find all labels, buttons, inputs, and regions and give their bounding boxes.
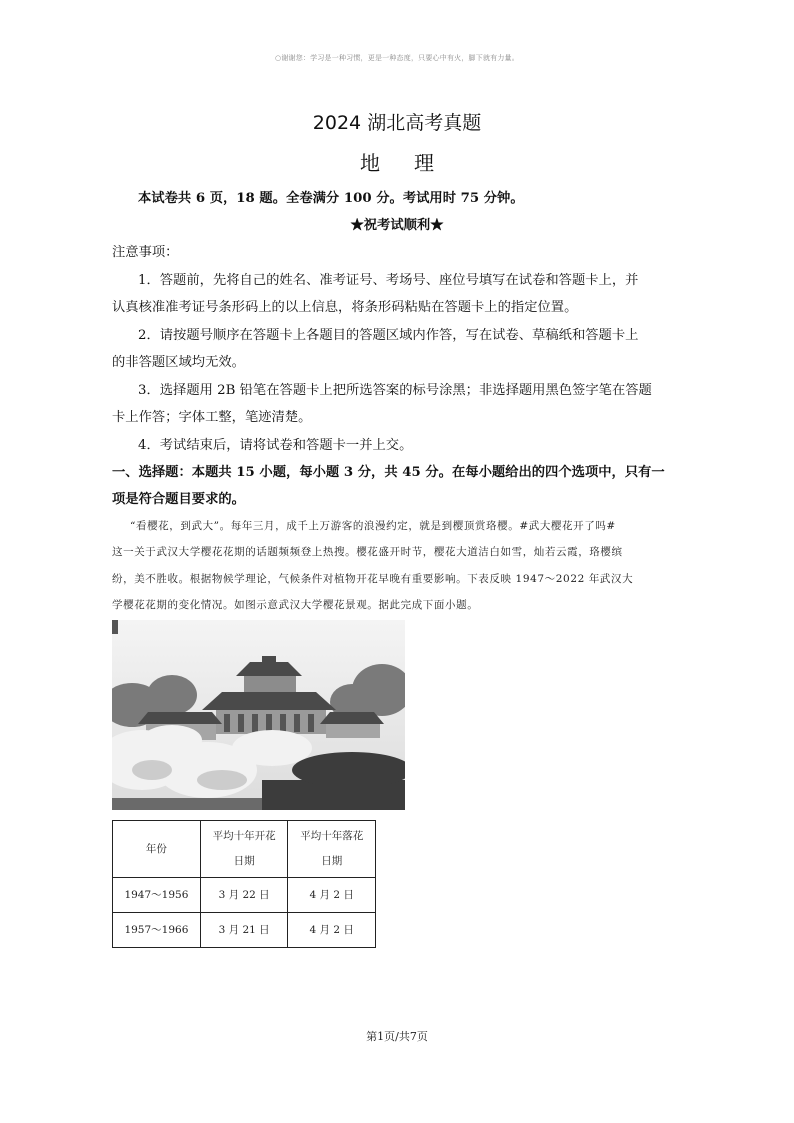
notice-line: 认真核准准考证号条形码上的以上信息，将条形码粘贴在答题卡上的指定位置。 xyxy=(112,300,578,315)
blossom-period-table xyxy=(112,820,376,948)
notice-line: 3．选择题用 2B 铅笔在答题卡上把所选答案的标号涂黑；非选择题用黑色签字笔在答题 xyxy=(138,383,652,398)
notice-line: 卡上作答；字体工整，笔迹清楚。 xyxy=(112,410,312,425)
header-line: 平均十年落花 xyxy=(300,830,364,842)
table-row xyxy=(113,913,376,948)
header-line: 平均十年开花 xyxy=(212,830,276,842)
cherry-blossom-photo xyxy=(112,620,405,810)
header-line: 日期 xyxy=(321,855,343,867)
exam-title: 2024 湖北高考真题 xyxy=(312,112,482,134)
table-cell: 4 月 2 日 xyxy=(288,913,376,948)
campus-scene-image xyxy=(112,620,405,810)
table-cell: 3 月 22 日 xyxy=(200,878,288,913)
motto-banner: ○谢谢您：学习是一种习惯，更是一种态度，只要心中有火，脚下就有力量。 xyxy=(275,54,519,62)
notice-label: 注意事项： xyxy=(112,245,179,260)
passage-line: “看樱花，到武大”。每年三月，成千上万游客的浪漫约定，就是到樱顶赏珞樱。#武大樱花开了吗# xyxy=(130,520,616,532)
section-heading: 一、选择题：本题共 15 小题，每小题 3 分，共 45 分。在每小题给出的四个选项中，只有一 xyxy=(112,465,665,480)
table-header-cell xyxy=(288,821,376,878)
table-row xyxy=(113,878,376,913)
notice-line: 1．答题前，先将自己的姓名、准考证号、考场号、座位号填写在试卷和答题卡上，并 xyxy=(138,273,639,288)
section-heading: 项是符合题目要求的。 xyxy=(112,492,245,507)
page-number: 第1页/共7页 xyxy=(366,1030,428,1043)
notice-line: 的非答题区域均无效。 xyxy=(112,355,245,370)
notice-line: 2．请按题号顺序在答题卡上各题目的答题区域内作答，写在试卷、草稿纸和答题卡上 xyxy=(138,328,639,343)
table-cell: 3 月 21 日 xyxy=(200,913,288,948)
table-cell: 4 月 2 日 xyxy=(288,878,376,913)
table-header-cell: 年份 xyxy=(113,821,201,878)
header-line: 日期 xyxy=(233,855,255,867)
passage-line: 纷，美不胜收。根据物候学理论，气候条件对植物开花早晚有重要影响。下表反映 1947～2022 年武汉大 xyxy=(112,573,634,585)
passage-line: 学樱花花期的变化情况。如图示意武汉大学樱花景观。据此完成下面小题。 xyxy=(112,599,479,611)
notice-line: 4．考试结束后，请将试卷和答题卡一并上交。 xyxy=(138,438,413,453)
blessing-line: ★祝考试顺利★ xyxy=(350,218,444,233)
passage-line: 这一关于武汉大学樱花花期的话题频频登上热搜。樱花盛开时节，樱花大道洁白如雪，灿若云霞，珞樱缤 xyxy=(112,546,623,558)
subject-title: 地理 xyxy=(360,151,468,175)
exam-summary: 本试卷共 6 页，18 题。全卷满分 100 分。考试用时 75 分钟。 xyxy=(138,191,524,206)
table-cell: 1957～1966 xyxy=(113,913,201,948)
table-cell: 1947～1956 xyxy=(113,878,201,913)
table-header-cell xyxy=(200,821,288,878)
table-header-row xyxy=(113,821,376,878)
